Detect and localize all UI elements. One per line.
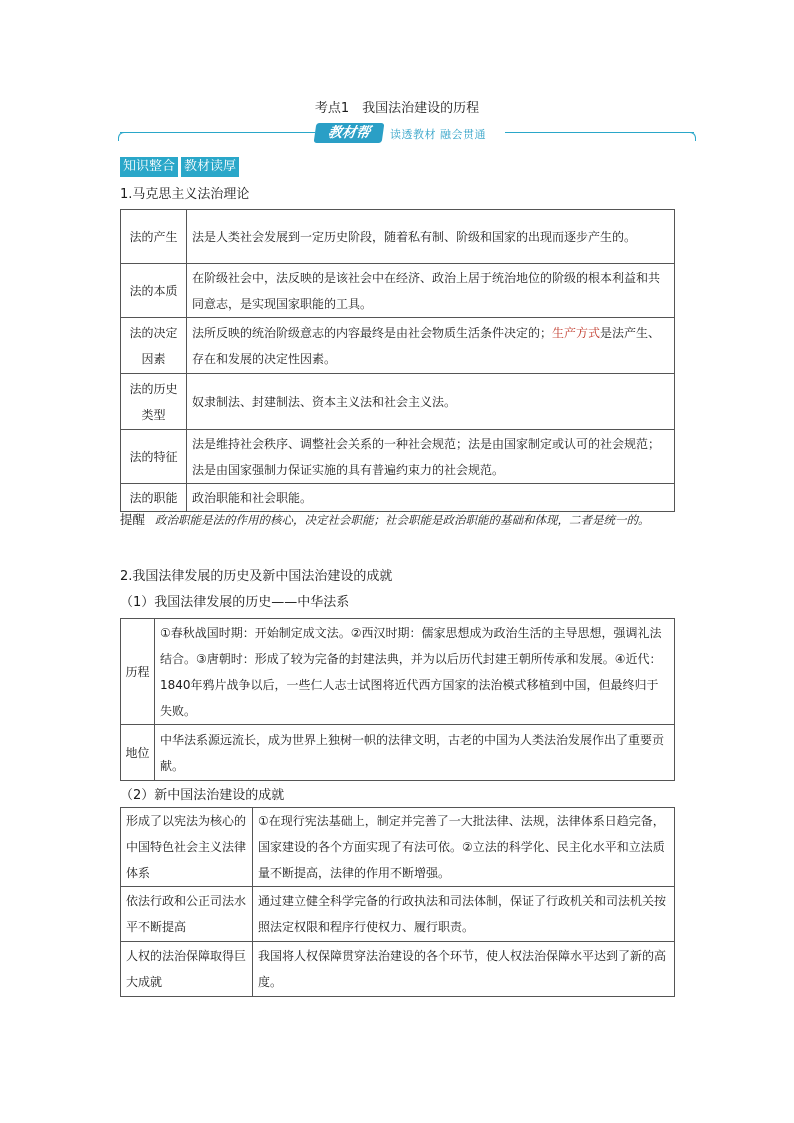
section2-heading: 2.我国法律发展的历史及新中国法治建设的成就 <box>120 569 393 584</box>
row-value <box>187 318 675 374</box>
table-row <box>121 374 675 430</box>
banner-line-right <box>505 132 694 133</box>
table-row <box>121 887 675 942</box>
page-title: 考点1 我国法治建设的历程 <box>314 101 480 116</box>
banner <box>120 120 694 146</box>
table-row <box>121 264 675 318</box>
row-key: 法的本质 <box>121 264 187 318</box>
tag-textbook: 教材读厚 <box>181 157 239 177</box>
history-table <box>120 618 675 781</box>
tip-label: 提醒 <box>120 512 146 527</box>
section2-sub2: （2）新中国法治建设的成就 <box>120 788 285 803</box>
table-row <box>121 318 675 374</box>
row-value: 法是维持社会秩序、调整社会关系的一种社会规范；法是由国家制定或认可的社会规范；法是由国家强制力保证实施的具有普遍约束力的社会规范。 <box>187 430 675 484</box>
table-row <box>121 942 675 997</box>
table-row <box>121 619 675 725</box>
tip-text: 政治职能是法的作用的核心，决定社会职能；社会职能是政治职能的基础和体现，二者是统一的。 <box>155 513 650 527</box>
banner-line-left <box>120 132 315 133</box>
row-value: 在阶级社会中，法反映的是该社会中在经济、政治上居于统治地位的阶级的根本利益和共同意志，是实现国家职能的工具。 <box>187 264 675 318</box>
row-key: 依法行政和公正司法水平不断提高 <box>121 887 253 942</box>
row-key: 地位 <box>121 725 155 781</box>
row-value: ①春秋战国时期：开始制定成文法。②西汉时期：儒家思想成为政治生活的主导思想，强调礼法结合。③唐朝时：形成了较为完备的封建法典，并为以后历代封建王朝所传承和发展。④近代：1840年鸦片战争以后，一些仁人志士试图将近代西方国家的法治模式移植到中国，但最终归于失败。 <box>155 619 675 725</box>
table-row <box>121 430 675 484</box>
row-key: 历程 <box>121 619 155 725</box>
table-row <box>121 210 675 264</box>
row-value: 奴隶制法、封建制法、资本主义法和社会主义法。 <box>187 374 675 430</box>
table-row <box>121 808 675 887</box>
marxist-law-table <box>120 209 675 512</box>
tip-note <box>120 507 680 533</box>
value-part: 是法产生、存在和发展的决定性因素。 <box>192 325 661 366</box>
row-key: 人权的法治保障取得巨大成就 <box>121 942 253 997</box>
section1-heading: 1.马克思主义法治理论 <box>120 187 250 202</box>
tag-knowledge: 知识整合 <box>120 157 178 177</box>
row-value: 中华法系源远流长，成为世界上独树一帜的法律文明，古老的中国为人类法治发展作出了重要贡献。 <box>155 725 675 781</box>
highlight-production-mode: 生产方式 <box>552 325 601 340</box>
banner-curl-right <box>687 132 696 141</box>
row-key: 法的特征 <box>121 430 187 484</box>
row-value: ①在现行宪法基础上，制定并完善了一大批法律、法规，法律体系日趋完备，国家建设的各个方面实现了有法可依。②立法的科学化、民主化水平和立法质量不断提高，法律的作用不断增强。 <box>253 808 675 887</box>
row-key: 法的职能 <box>121 484 187 512</box>
banner-subtitle: 读透教材 融会贯通 <box>390 128 486 141</box>
banner-badge: 教材帮 <box>314 123 385 143</box>
row-value: 政治职能和社会职能。 <box>187 484 675 512</box>
row-key: 形成了以宪法为核心的中国特色社会主义法律体系 <box>121 808 253 887</box>
section2-sub1: （1）我国法律发展的历史——中华法系 <box>120 595 350 610</box>
row-key: 法的产生 <box>121 210 187 264</box>
row-key: 法的决定因素 <box>121 318 187 374</box>
value-part: 法所反映的统治阶级意志的内容最终是由社会物质生活条件决定的； <box>192 325 553 340</box>
banner-curl-left <box>118 132 127 141</box>
row-value: 通过建立健全科学完备的行政执法和司法体制，保证了行政机关和司法机关按照法定权限和程序行使权力、履行职责。 <box>253 887 675 942</box>
achievement-table <box>120 807 675 997</box>
table-row <box>121 725 675 781</box>
row-value: 法是人类社会发展到一定历史阶段，随着私有制、阶级和国家的出现而逐步产生的。 <box>187 210 675 264</box>
row-key: 法的历史类型 <box>121 374 187 430</box>
tag-row <box>120 157 239 177</box>
row-value: 我国将人权保障贯穿法治建设的各个环节，使人权法治保障水平达到了新的高度。 <box>253 942 675 997</box>
